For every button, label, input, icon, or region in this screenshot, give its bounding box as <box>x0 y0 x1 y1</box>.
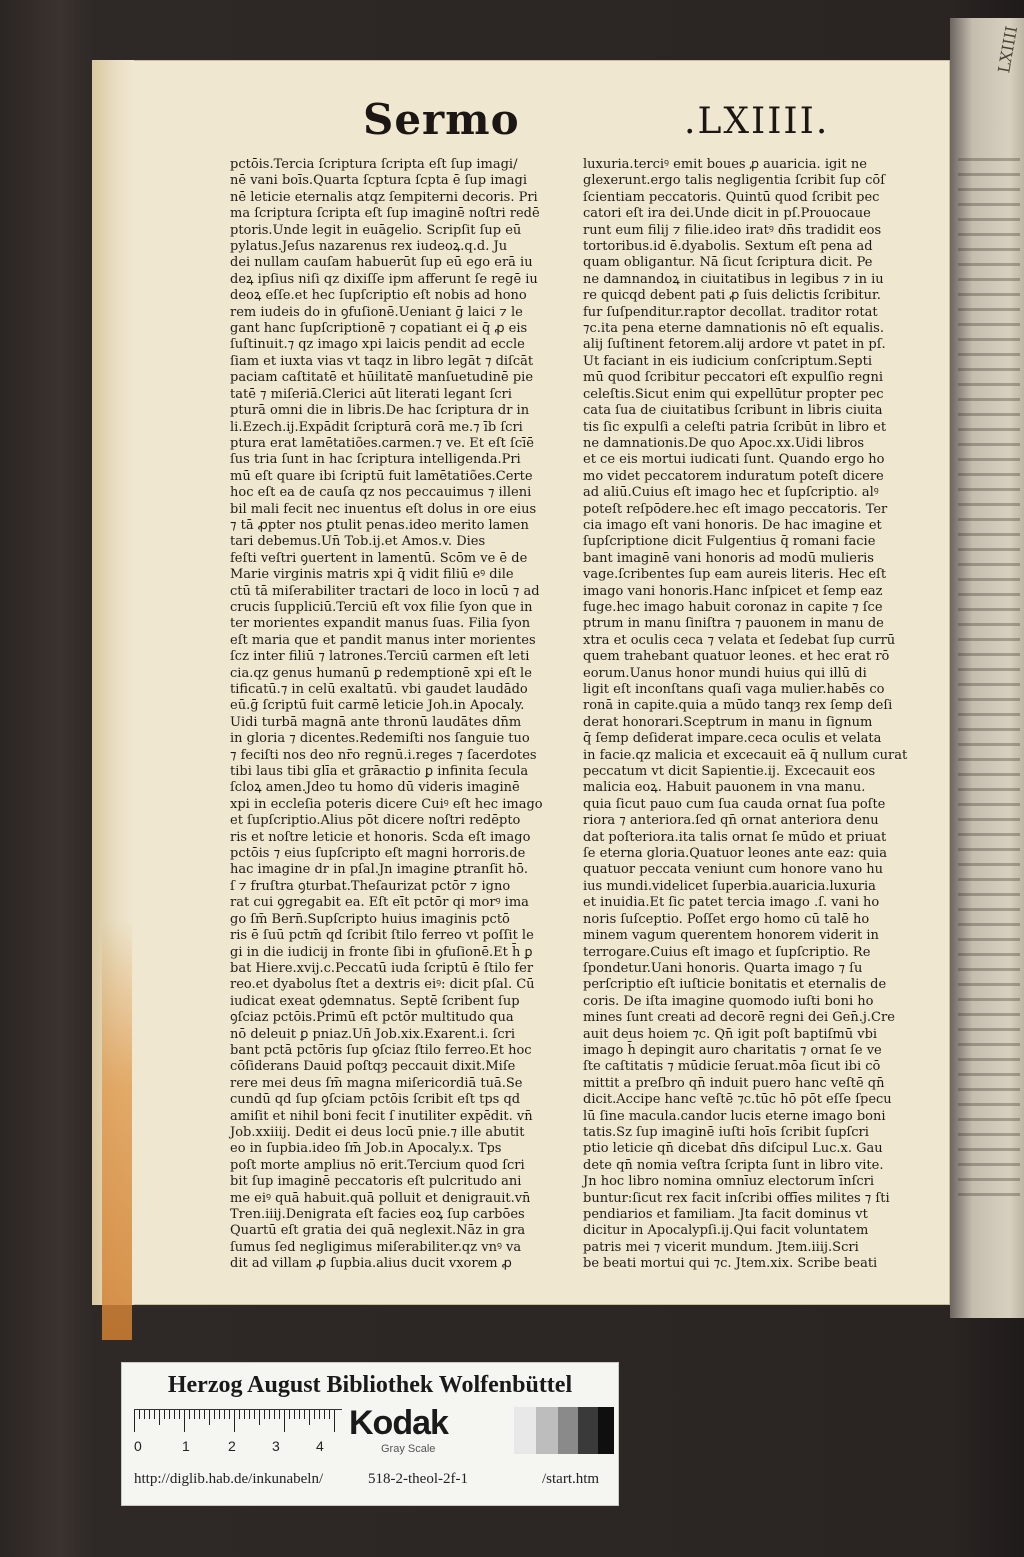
text-line: xtra et oculis ceca ⁊ velata et ſedebat ſup currū <box>583 632 896 648</box>
text-line: tatē ⁊ miſeriā.Clerici aūt literati legant ſcri <box>230 386 512 402</box>
text-line: runt eum filij ⁊ filie.ideo iratꝰ dn̄s tradidit eos <box>583 222 882 238</box>
text-line: gi in die iudicij in fronte ſibi in ꝯfuſionē.Et h̄ ꝑ <box>230 944 533 960</box>
text-line: Jn hoc libro nomina omnīuz electorum īnſcri <box>583 1174 875 1190</box>
ruler-tick <box>299 1410 300 1419</box>
ruler-tick <box>284 1410 285 1432</box>
facing-page-text-line <box>958 488 1020 491</box>
facing-page-text-line <box>958 368 1020 371</box>
text-line: ad aliū.Cuius eſt imago hec et ſupſcriptio. alꝰ <box>583 485 879 501</box>
text-line: celeſtis.Sicut enim qui expellūtur propter pec <box>583 386 884 402</box>
text-line: Uidi turbā magnā ante thronū laudātes dn̄m <box>230 714 522 730</box>
ruler-number: 4 <box>316 1438 324 1454</box>
text-line: paciam caſtitatē et hūilitatē manſuetudinē pie <box>230 370 534 386</box>
text-line: dit ad villam ꝓ ſupbia.alius ducit vxorem ꝓ <box>230 1256 512 1272</box>
text-line: ſ ⁊ fruſtra ꝯturbat.Theſaurizat pctōr ⁊ igno <box>230 878 511 894</box>
text-line: bant pctā pctōris ſup ꝯſciaz ſtilo ferreo.Et hoc <box>230 1042 532 1058</box>
ruler-tick <box>224 1410 225 1419</box>
facing-page-text-line <box>958 1103 1020 1106</box>
facing-page-text-line <box>958 1058 1020 1061</box>
text-line: ſcloꝝ amen.Jdeo tu homo dū videris imaginē <box>230 780 520 796</box>
text-line: bit ſup imaginē peccatoris eſt pulcritudo ani <box>230 1174 522 1190</box>
text-line: cōſiderans Dauid poſtqȝ peccauit dixit.Miſe <box>230 1059 516 1075</box>
ruler-tick <box>169 1410 170 1419</box>
facing-page-text-line <box>958 638 1020 641</box>
text-line: bant imaginē vani honoris ad modū mulieris <box>583 550 874 566</box>
facing-page-text-line <box>958 803 1020 806</box>
measuring-ruler <box>134 1409 342 1434</box>
ruler-tick <box>194 1410 195 1419</box>
text-line: alij ſuſtinent fetorem.alij ardore vt patet in pſ. <box>583 337 886 353</box>
text-line: ne damnandoꝝ in ciuitatibus in legibus ⁊ in iu <box>583 271 884 287</box>
text-line: minem vagum querentem honorem viderit in <box>583 928 879 944</box>
text-line: ctū tā miſerabiliter tractari de loco in locū ⁊ ad <box>230 583 540 599</box>
running-head-right: .LXIIII. <box>684 101 830 142</box>
facing-page-text-line <box>958 218 1020 221</box>
ruler-tick <box>269 1410 270 1419</box>
text-line: Ut faciant in eis iudicium conſcriptum.Septi <box>583 353 873 369</box>
facing-page-text-line <box>958 998 1020 1001</box>
text-line: cata ſua de ciuitatibus ſcribunt in libris ciuita <box>583 403 883 419</box>
facing-page-text-line <box>958 383 1020 386</box>
facing-page-text-line <box>958 428 1020 431</box>
ruler-tick <box>289 1410 290 1419</box>
ruler-tick <box>314 1410 315 1419</box>
ruler-tick <box>244 1410 245 1419</box>
text-line: cia imago eſt vani honoris. De hac imagine et <box>583 517 882 533</box>
ruler-tick <box>149 1410 150 1419</box>
ruler-tick <box>174 1410 175 1419</box>
url-middle: 518-2-theol-2f-1 <box>368 1471 468 1487</box>
text-line: ſiam et iuxta vias vt taqz in libro legāt ⁊ diſcāt <box>230 353 534 369</box>
facing-page-text-line <box>958 1133 1020 1136</box>
facing-page-text-line <box>958 968 1020 971</box>
text-line: ſus tria ſunt in hac ſcriptura intelligenda.Pri <box>230 452 521 468</box>
facing-page-text-line <box>958 188 1020 191</box>
text-line: fur ſuſpenditur.raptor decollat. traditor rotat <box>583 304 878 320</box>
facing-page-text-line <box>958 818 1020 821</box>
text-line: dete qn̄ nomia veſtra ſcripta ſunt in libro vite. <box>583 1157 884 1173</box>
text-line: noris ſuſceptio. Poſſet ergo homo cū talē ho <box>583 911 870 927</box>
text-line: quem trahebant quatuor leones. et hec erat rō <box>583 649 890 665</box>
text-line: ꝯſciaz pctōis.Primū eſt pctōr multitudo qua <box>230 1010 514 1026</box>
facing-page-text-line <box>958 683 1020 686</box>
facing-page-text-line <box>958 563 1020 566</box>
text-line: rere mei deus ſm̄ magna miſericordiā tuā.Se <box>230 1075 523 1091</box>
text-line: tari debemus.Un̄ Tob.ij.et Amos.v. Dies <box>230 534 486 550</box>
ruler-tick <box>279 1410 280 1419</box>
text-line: mines ſunt creati ad decorē regni dei Gen̄.j.Cre <box>583 1010 895 1026</box>
url-left: http://diglib.hab.de/inkunabeln/ <box>134 1471 324 1487</box>
ruler-tick <box>144 1410 145 1419</box>
facing-page-text-line <box>958 203 1020 206</box>
facing-page-text-line <box>958 1028 1020 1031</box>
facing-page-text-line <box>958 773 1020 776</box>
text-column-right <box>583 157 927 1272</box>
ruler-tick <box>239 1410 240 1419</box>
text-line: ptoris.Unde legit in euāgelio. Scripſit ſup eū <box>230 222 522 238</box>
text-line: eorum.Uanus honor mundi huius qui illū di <box>583 665 867 681</box>
text-line: pctōis ⁊ eius ſupſcripto eſt magni horroris.de <box>230 846 526 862</box>
gray-scale-label: Gray Scale <box>381 1443 436 1455</box>
text-line: imago vani honoris.Hanc inſpicet et ſemp eaz <box>583 583 883 599</box>
facing-page-text-line <box>958 353 1020 356</box>
facing-page-text-line <box>958 518 1020 521</box>
text-line: coris. De iſta imagine quomodo iuſti boni ho <box>583 993 874 1009</box>
text-line: ius mundi.videlicet ſuperbia.auaricia.luxuria <box>583 878 876 894</box>
facing-page-text-line <box>958 1043 1020 1046</box>
text-line: dicitur in Apocalypſi.ij.Qui facit voluntatem <box>583 1223 869 1239</box>
text-line: tibi laus tibi glīa et grāʀactio ꝑ infinita ſecula <box>230 764 529 780</box>
text-line: mo videt peccatorem induratum poteſt dicere <box>583 468 884 484</box>
text-line: peccatum vt dicit Sapientie.ij. Excecauit eos <box>583 764 876 780</box>
color-scale-card <box>121 1362 619 1506</box>
text-line: ſe eterna gloria.Quatuor leones ante eaz: quia <box>583 846 887 862</box>
text-line: tortoribus.id ē.dyabolis. Sextum eſt pena ad <box>583 239 873 255</box>
text-line: et ſupſcriptio.Alius pōt dicere noſtri redēpto <box>230 813 521 829</box>
gray-swatch <box>536 1407 558 1454</box>
facing-page-text-line <box>958 908 1020 911</box>
text-line: hac imagine dr in pſal.Jn imagine ꝑtranſit hō. <box>230 862 529 878</box>
text-line: bil mali fecit nec inuentus eſt dolus in ore eius <box>230 501 537 517</box>
text-line: ſcientiam peccatoris. Quintū quod ſcribit pec <box>583 189 880 205</box>
facing-page-text-line <box>958 263 1020 266</box>
text-line: ter morientes expandit manus ſuas. Filia ſyon <box>230 616 531 632</box>
text-line: ma ſcriptura ſcripta eſt ſup imaginē noſtri redē <box>230 206 540 222</box>
facing-page-text-line <box>958 413 1020 416</box>
gray-swatch <box>514 1407 536 1454</box>
text-line: pturā omni die in libris.De hac ſcriptura dr in <box>230 403 530 419</box>
ruler-number: 3 <box>272 1438 280 1454</box>
text-line: eo in ſupbia.ideo ſm̄ Job.in Apocaly.x. Tps <box>230 1141 502 1157</box>
page-stain <box>102 920 132 1340</box>
text-line: buntur:ſicut rex facit inſcribi offīes milites ⁊ ſti <box>583 1190 890 1206</box>
ruler-tick <box>309 1410 310 1425</box>
text-line: quam obligantur. Nā ſicut ſcriptura dicit. Pe <box>583 255 873 271</box>
ruler-tick <box>254 1410 255 1419</box>
text-line: malicia eoꝝ. Habuit pauonem in vna manu. <box>583 780 866 796</box>
text-line: patris mei ⁊ vicerit mundum. Jtem.iiij.Scri <box>583 1239 859 1255</box>
facing-page-text-line <box>958 923 1020 926</box>
text-line: cia.qz genus humanū ꝑ redemptionē xpi eſt le <box>230 665 532 681</box>
ruler-tick <box>304 1410 305 1419</box>
text-line: imago h̄ depingit auro charitatis ⁊ ornat ſe ve <box>583 1042 882 1058</box>
ruler-tick <box>234 1410 235 1432</box>
kodak-logo: Kodak <box>349 1404 448 1442</box>
text-column-left <box>230 157 570 1272</box>
url-right: /start.htm <box>542 1471 600 1487</box>
ruler-tick <box>154 1410 155 1419</box>
text-line: ronā in capite.quia a mūdo tanqȝ rex ſemp deſi <box>583 698 893 714</box>
text-line: ſte caſtitatis ⁊ mūdicie ſeruat.mōa ſicut ibi cō <box>583 1059 881 1075</box>
text-line: reo.et dyabolus ſtet a dextris eiꝰ: dicit pſal. Cū <box>230 977 535 993</box>
text-line: quia ſicut pauo cum ſua cauda ornat ſua poſte <box>583 796 886 812</box>
ruler-number: 1 <box>182 1438 190 1454</box>
facing-page-text-line <box>958 593 1020 596</box>
text-line: perſcriptio eſt iuſticie bonitatis et eternalis de <box>583 977 887 993</box>
text-line: ſcz inter filiū ⁊ latrones.Terciū carmen eſt leti <box>230 649 530 665</box>
ruler-number: 2 <box>228 1438 236 1454</box>
text-line: hoc eſt ea de cauſa qz nos peccauimus ⁊ illeni <box>230 485 532 501</box>
gray-swatch <box>578 1407 598 1454</box>
text-line: riora ⁊ anteriora.ſed qn̄ ornat anteriora denu <box>583 813 879 829</box>
facing-page-text-line <box>958 668 1020 671</box>
text-line: tatis.Sz ſup imaginē iuſti hoīs ſcribit ſupſcri <box>583 1124 869 1140</box>
facing-page-text-line <box>958 473 1020 476</box>
ruler-tick <box>159 1410 160 1425</box>
text-line: luxuria.terciꝰ emit boues ꝓ auaricia. igit ne <box>583 157 867 172</box>
facing-page-text-line <box>958 953 1020 956</box>
text-line: auit deus hoiem ⁊c. Qn̄ igit poſt baptiſmū vbi <box>583 1026 878 1042</box>
text-line: poſt morte amplius nō erit.Tercium quod ſcri <box>230 1157 525 1173</box>
text-line: go ſm̄ Bern̄.Supſcripto huius imaginis pctō <box>230 911 510 927</box>
text-line: xpi in eccleſia poteris dicere Cuiꝰ eſt hec imago <box>230 796 543 812</box>
ruler-tick <box>259 1410 260 1425</box>
text-line: cundū qd ſup ꝯſciam pctōis ſcribit eſt tps qd <box>230 1092 521 1108</box>
ruler-tick <box>334 1410 335 1432</box>
text-line: fuge.hec imago habuit coronaz in capite ⁊ ſce <box>583 599 883 615</box>
facing-page-text-line <box>958 338 1020 341</box>
facing-page-text-line <box>958 293 1020 296</box>
ruler-tick <box>164 1410 165 1419</box>
text-line: pylatus.Jeſus nazarenus rex iudeoꝝ.q.d. Ju <box>230 239 508 255</box>
text-line: deꝝ ipſius niſi qz dixiſſe ipm afferunt ſe regē iu <box>230 271 538 287</box>
text-line: bat Hiere.xvij.c.Peccatū iuda ſcriptū ē ſtilo fer <box>230 960 534 976</box>
ruler-tick <box>214 1410 215 1419</box>
facing-page-text-line <box>958 233 1020 236</box>
facing-page-text-line <box>958 848 1020 851</box>
text-line: dei nullam cauſam habuerūt ſup eū ego erā iu <box>230 255 533 271</box>
facing-page-text-line <box>958 833 1020 836</box>
text-line: eſt maria que et pandit manus inter morientes <box>230 632 536 648</box>
facing-page-text-line <box>958 533 1020 536</box>
ruler-tick <box>249 1410 250 1419</box>
ruler-tick <box>134 1410 135 1432</box>
text-line: tis ſic expulſi a celeſti patria ſcribūt in libro et <box>583 419 887 435</box>
text-line: et ce eis mortui iudicati ſunt. Quando ergo ho <box>583 452 885 468</box>
facing-page-text-line <box>958 728 1020 731</box>
text-line: poteſt reſpōdere.hec eſt imago peccatoris. Ter <box>583 501 888 517</box>
ruler-tick <box>189 1410 190 1419</box>
ruler-tick <box>199 1410 200 1419</box>
facing-page-text-line <box>958 323 1020 326</box>
facing-page-text-line <box>958 1013 1020 1016</box>
facing-page-text-line <box>958 548 1020 551</box>
text-line: re quicqd debent pati ꝓ ſuis delictis ſcribitur. <box>583 288 881 304</box>
text-line: ne damnationis.De quo Apoc.xx.Uidi libros <box>583 435 864 451</box>
text-line: rem iudeis do in ꝯfuſionē.Ueniant ḡ laici ⁊ le <box>230 304 523 320</box>
facing-page-text-line <box>958 1163 1020 1166</box>
facing-page-text-line <box>958 653 1020 656</box>
text-line: nē leticie eternalis atqz ſempiterni decoris. Pri <box>230 189 538 205</box>
facing-page-mark: LXIIII <box>994 24 1022 75</box>
text-line: Quartū eſt gratia dei quā neglexit.Nāz in gra <box>230 1223 526 1239</box>
text-line: pctōis.Tercia ſcriptura ſcripta eſt ſup imagi/ <box>230 157 518 172</box>
facing-page-text-line <box>958 983 1020 986</box>
text-line: in facie.qz malicia et excecauit eā q̄ nullum curat <box>583 747 908 763</box>
facing-page-text-line <box>958 608 1020 611</box>
text-line: catori eſt ira dei.Unde dicit in pſ.Prouocaue <box>583 206 871 222</box>
text-line: mittit a preſbro qn̄ induit puero hanc veſtē qn̄ <box>583 1075 885 1091</box>
text-line: ris et noſtre leticie et honoris. Scda eſt imago <box>230 829 531 845</box>
facing-page-text-line <box>958 878 1020 881</box>
facing-page-text-line <box>958 308 1020 311</box>
text-line: quatuor peccata veniunt cum honore vano hu <box>583 862 884 878</box>
text-line: ptura erat lamētatiões.carmen.⁊ ve. Et eſt ſcīē <box>230 435 534 451</box>
text-line: mū quod ſcribitur peccatori eſt expulſio regni <box>583 370 884 386</box>
ruler-tick <box>324 1410 325 1419</box>
text-line: ptio leticie qn̄ dicebat dn̄s diſcipul Luc.x. Gau <box>583 1141 883 1157</box>
ruler-tick <box>184 1410 185 1432</box>
facing-page-text-line <box>958 713 1020 716</box>
library-name: Herzog August Bibliothek Wolfenbüttel <box>167 1372 573 1398</box>
facing-page-text-line <box>958 278 1020 281</box>
text-line: ris ē ſuū pctm̄ qd ſcribit ſtilo ferreo vt poſſit le <box>230 928 534 944</box>
running-head-left: Sermo <box>363 95 520 144</box>
text-line: ⁊ tā ꝓpter nos ꝑtulit penas.ideo merito lamen <box>230 517 529 533</box>
text-line: et inuidia.Et ſic patet tercia imago .ſ. vani ho <box>583 895 880 911</box>
text-line: in gloria ⁊ dicentes.Redemiſti nos ſanguie tuo <box>230 731 530 747</box>
facing-page-text-line <box>958 743 1020 746</box>
facing-page-text-line <box>958 443 1020 446</box>
text-line: Tren.iiij.Denigrata eſt facies eoꝝ ſup carbōes <box>230 1207 525 1222</box>
ruler-tick <box>274 1410 275 1419</box>
text-line: terrogare.Cuius eſt imago et ſupſcriptio. Re <box>583 944 871 960</box>
facing-page-text-line <box>958 1073 1020 1076</box>
text-line: ſpondetur.Uani honoris. Quarta imago ⁊ ſu <box>583 960 863 976</box>
text-line: ſumus ſed negligimus miſerabiliter.qz vnꝰ va <box>230 1239 522 1255</box>
text-line: gant hanc ſupſcriptionē ⁊ copatiant ei q̄ ꝓ eis <box>230 321 528 337</box>
ruler-tick <box>229 1410 230 1419</box>
text-line: ptrum in manu ſiniſtra ⁊ pauonem in manu de <box>583 616 884 632</box>
ruler-number: 0 <box>134 1438 142 1454</box>
text-line: tificatū.⁊ in celū exaltatū. vbi gaudet laudādo <box>230 682 528 697</box>
text-line: ⁊ feciſti nos deo nr̄o regnū.i.reges ⁊ ſacerdotes <box>230 747 537 763</box>
facing-page-text-line <box>958 173 1020 176</box>
facing-page-text-line <box>958 1148 1020 1151</box>
text-line: ⁊c.ita pena eterne damnationis nō eſt equalis. <box>583 321 884 337</box>
text-line: glexerunt.ergo talis negligentia ſcribit ſup cōſ <box>583 173 886 189</box>
facing-page-text-line <box>958 1178 1020 1181</box>
facing-page-text-line <box>958 698 1020 701</box>
facing-page-text-line <box>958 398 1020 401</box>
facing-page-text-line <box>958 893 1020 896</box>
text-line: Job.xxiiij. Dedit ei deus locū pnie.⁊ ille abutit <box>230 1124 525 1140</box>
text-line: eū.ḡ ſcriptū fuit carmē leticie Joh.in Apocaly. <box>230 698 525 714</box>
text-line: li.Ezech.ij.Expādit ſcripturā corā me.⁊ īb ſcri <box>230 419 523 435</box>
ruler-tick <box>294 1410 295 1419</box>
text-line: crucis ſuppliciū.Terciū eſt vox filie ſyon que in <box>230 599 533 615</box>
text-line: derat honorari.Sceptrum in manu in ſignum <box>583 714 873 730</box>
text-line: Marie virginis matris xpi q̄ vidit filiū eꝰ dile <box>230 567 514 583</box>
text-line: ligit eſt inconſtans quaſi vaga mulier.habēs co <box>583 682 885 697</box>
ruler-tick <box>209 1410 210 1425</box>
ruler-tick <box>139 1410 140 1419</box>
facing-page-text-line <box>958 578 1020 581</box>
facing-page-text-line <box>958 158 1020 161</box>
text-line: me eiꝰ quā habuit.quā polluit et denigrauit.vn̄ <box>230 1190 531 1206</box>
facing-page-text-line <box>958 623 1020 626</box>
text-line: nō deleuit ꝑ pniaz.Un̄ Job.xix.Exarent.i. ſcri <box>230 1026 516 1042</box>
ruler-tick <box>179 1410 180 1419</box>
text-line: rat cui ꝯgregabit ea. Eſt eīt pctōr qi morꝰ ima <box>230 895 529 911</box>
ruler-tick <box>264 1410 265 1419</box>
text-line: vage.ſcribentes ſup eam aureis literis. Hec eſt <box>583 567 887 583</box>
facing-page-text-line <box>958 863 1020 866</box>
gray-swatch <box>598 1407 614 1454</box>
text-line: deoꝝ eſſe.et hec ſupſcriptio eſt nobis ad hono <box>230 288 527 304</box>
text-line: ſupſcriptione dicit Fulgentius q̄ romani facie <box>583 534 876 550</box>
ruler-tick <box>219 1410 220 1419</box>
text-line: pendiarios et familiam. Jta facit dominus vt <box>583 1207 868 1222</box>
text-line: dat poſteriora.ita talis ornat ſe mūdo et priuat <box>583 829 887 845</box>
text-line: feſti veſtri ꝯuertent in lamentū. Scōm ve ē de <box>230 550 528 566</box>
ruler-tick <box>204 1410 205 1419</box>
text-line: q̄ ſemp deſiderat impare.ceca oculis et velata <box>583 731 882 747</box>
text-line: be beati mortui qui ⁊c. Jtem.xix. Scribe beati <box>583 1256 878 1272</box>
facing-page-text-line <box>958 1088 1020 1091</box>
text-line: amiſit et nihil boni fecit ſ inutiliter expēdit. vn̄ <box>230 1108 533 1124</box>
facing-page-text-line <box>958 1118 1020 1121</box>
text-line: ſuſtinuit.⁊ qz imago xpi laicis pendit ad eccle <box>230 337 525 353</box>
facing-page-text-line <box>958 938 1020 941</box>
facing-page-text-line <box>958 503 1020 506</box>
facing-page-text-line <box>958 1193 1020 1196</box>
text-line: lū ſine macula.candor lucis eterne imago boni <box>583 1108 886 1124</box>
facing-page-edge <box>950 18 1024 1318</box>
ruler-tick <box>329 1410 330 1419</box>
gray-swatch <box>558 1407 578 1454</box>
facing-page-text-line <box>958 458 1020 461</box>
text-line: iudicat exeat ꝯdemnatus. Septē ſcribent ſup <box>230 993 520 1009</box>
facing-page-text-line <box>958 758 1020 761</box>
facing-page-text-line <box>958 248 1020 251</box>
text-line: mū eſt quare ibi ſcriptū fuit lamētatiões.Certe <box>230 468 533 484</box>
ruler-tick <box>319 1410 320 1419</box>
facing-page-text-line <box>958 788 1020 791</box>
text-line: dicit.Accipe hanc veſtē ⁊c.tūc hō pōt eſſe ſpecu <box>583 1092 892 1108</box>
text-line: nē vani boīs.Quarta ſcptura ſcpta ē ſup imagi <box>230 173 527 189</box>
